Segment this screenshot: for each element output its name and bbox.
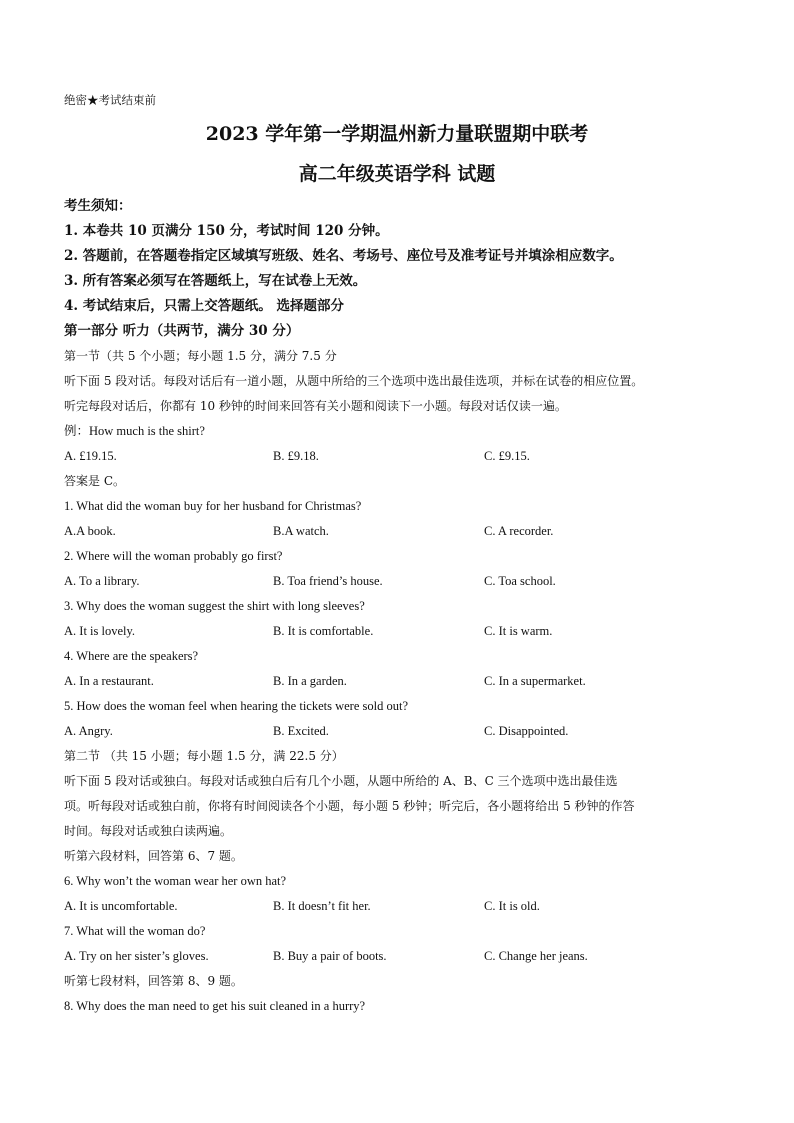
notice-item-2: 2. 答题前，在答题卷指定区域填写班级、姓名、考场号、座位号及准考证号并填涂相应数字。 <box>64 248 623 264</box>
section2-instruction-3: 时间。每段对话或独白读两遍。 <box>64 824 233 838</box>
q3-option-a: A. It is lovely. <box>64 624 136 638</box>
q5-option-b: B. Excited. <box>273 724 329 738</box>
q3-option-c: C. It is warm. <box>484 624 553 638</box>
notice-item-3: 3. 所有答案必须写在答题纸上，写在试卷上无效。 <box>64 273 367 289</box>
section1-heading: 第一节（共 5 个小题；每小题 1.5 分，满分 7.5 分 <box>64 349 337 363</box>
q3-option-b: B. It is comfortable. <box>273 624 374 638</box>
q2-option-c: C. Toa school. <box>484 574 556 588</box>
material-7-heading: 听第七段材料，回答第 8、9 题。 <box>64 974 243 988</box>
q6-option-c: C. It is old. <box>484 899 540 913</box>
question-3: 3. Why does the woman suggest the shirt with long sleeves? <box>64 599 365 613</box>
q7-option-a: A. Try on her sister’s gloves. <box>64 949 209 963</box>
example-answer: 答案是 C。 <box>64 474 125 488</box>
section1-instruction-1: 听下面 5 段对话。每段对话后有一道小题，从题中所给的三个选项中选出最佳选项，并标在试卷的相应位置。 <box>64 374 644 388</box>
question-8: 8. Why does the man need to get his suit cleaned in a hurry? <box>64 999 366 1013</box>
q2-option-b: B. Toa friend’s house. <box>273 574 383 588</box>
section1-instruction-2: 听完每段对话后，你都有 10 秒钟的时间来回答有关小题和阅读下一小题。每段对话仅读一遍。 <box>64 399 567 413</box>
q4-option-c: C. In a supermarket. <box>484 674 586 688</box>
q5-option-c: C. Disappointed. <box>484 724 569 738</box>
notice-item-1: 1. 本卷共 10 页满分 150 分，考试时间 120 分钟。 <box>64 223 389 239</box>
example-option-b: B. £9.18. <box>273 449 319 463</box>
example-option-c: C. £9.15. <box>484 449 530 463</box>
q7-option-b: B. Buy a pair of boots. <box>273 949 387 963</box>
q2-option-a: A. To a library. <box>64 574 140 588</box>
question-7: 7. What will the woman do? <box>64 924 206 938</box>
section2-heading: 第二节 （共 15 小题；每小题 1.5 分，满 22.5 分） <box>64 749 344 763</box>
notice-item-4: 4. 考试结束后，只需上交答题纸。 选择题部分 <box>64 298 344 314</box>
q6-option-b: B. It doesn’t fit her. <box>273 899 371 913</box>
exam-title: 2023 学年第一学期温州新力量联盟期中联考 <box>205 123 589 145</box>
example-option-a: A. £19.15. <box>64 449 117 463</box>
material-6-heading: 听第六段材料，回答第 6、7 题。 <box>64 849 243 863</box>
q1-option-c: C. A recorder. <box>484 524 554 538</box>
question-2: 2. Where will the woman probably go first? <box>64 549 283 563</box>
q4-option-a: A. In a restaurant. <box>64 674 154 688</box>
q6-option-a: A. It is uncomfortable. <box>64 899 178 913</box>
question-6: 6. Why won’t the woman wear her own hat? <box>64 874 287 888</box>
q1-option-a: A.A book. <box>64 524 116 538</box>
section2-instruction-1: 听下面 5 段对话或独白。每段对话或独白后有几个小题，从题中所给的 A、B、C 三个选项中选出最佳选 <box>64 774 618 788</box>
q7-option-c: C. Change her jeans. <box>484 949 588 963</box>
confidential-mark: 绝密★考试结束前 <box>64 93 156 107</box>
exam-subtitle: 高二年级英语学科 试题 <box>298 163 496 185</box>
notice-heading: 考生须知： <box>64 198 132 214</box>
example-question: 例：How much is the shirt? <box>64 424 205 438</box>
part1-heading: 第一部分 听力（共两节，满分 30 分） <box>64 323 300 339</box>
question-5: 5. How does the woman feel when hearing the tickets were sold out? <box>64 699 408 713</box>
q1-option-b: B.A watch. <box>273 524 329 538</box>
q5-option-a: A. Angry. <box>64 724 113 738</box>
section2-instruction-2: 项。听每段对话或独白前，你将有时间阅读各个小题，每小题 5 秒钟；听完后，各小题将给出 5 秒钟的作答 <box>64 799 635 813</box>
question-4: 4. Where are the speakers? <box>64 649 199 663</box>
q4-option-b: B. In a garden. <box>273 674 347 688</box>
question-1: 1. What did the woman buy for her husband for Christmas? <box>64 499 362 513</box>
